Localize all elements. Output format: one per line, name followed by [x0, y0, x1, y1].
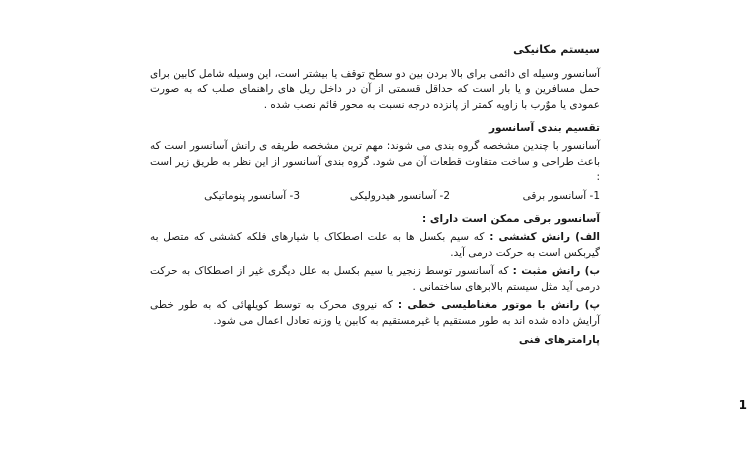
item-positive-drive: [150, 264, 600, 295]
item-text: که نیروی محرک به توسط کویلهائی که به طور خطی آرایش داده شده اند به طور مستقیم یا غیرمستقیم به کابین یا وزنه تعادل اعمال می شود.: [150, 299, 600, 327]
heading-mechanical-system: سیستم مکانیکی: [513, 43, 600, 56]
item-label: ب) رانش مثبت :: [512, 265, 600, 278]
elevator-types-list: [150, 189, 600, 205]
intro-paragraph: آسانسور وسیله ای دائمی برای بالا بردن بین دو سطح توقف یا بیشتر است، این وسیله شامل کابین برای حمل مسافرین و یا بار است که حداقل قسمتی از آن در داخل ریل های راهنمای صلب که به صورت عمودی یا موٌرب با زاویه کمتر از پانزده درجه نسبت به محور قائم نصب شده .: [150, 67, 600, 111]
item-traction-drive: [150, 230, 600, 261]
page-number: 1: [738, 398, 747, 412]
item-text: که آسانسور توسط زنجیر یا سیم بکسل به علل دیگری غیر از اصطکاک به حرکت درمی آید مثل سیستم بالابرهای ساختمانی .: [150, 265, 600, 293]
type-pneumatic: 3- آسانسور پنوماتیکی: [204, 189, 300, 202]
heading-elevator-classification: تقسیم بندی آسانسور: [488, 122, 600, 135]
item-label: پ) رانش با موتور مغناطیسی خطی :: [397, 299, 600, 312]
heading-technical-parameters: پارامترهای فنی: [518, 333, 600, 346]
classification-paragraph: آسانسور با چندین مشخصه گروه بندی می شوند: مهم ترین مشخصه طریقه ی رانش آسانسور است که باعث طراحی و ساخت متفاوت قطعات آن می شود. گروه بندی آسانسور از این نظر به طریق زیر است :: [150, 139, 600, 184]
type-hydraulic: 2- آسانسور هیدرولیکی: [349, 189, 450, 202]
item-text: که سیم بکسل ها به علت اصطکاک با شیارهای فلکه کششی که متصل به گیربکس است به حرکت درمی آید.: [150, 230, 600, 259]
item-linear-motor-drive: [150, 298, 600, 329]
item-label: الف) رانش کششی :: [489, 230, 600, 243]
type-electric: 1- آسانسور برقی: [522, 189, 600, 202]
document-page: [150, 42, 600, 350]
heading-electric-elevator: آسانسور برقی ممکن است دارای :: [422, 213, 600, 226]
